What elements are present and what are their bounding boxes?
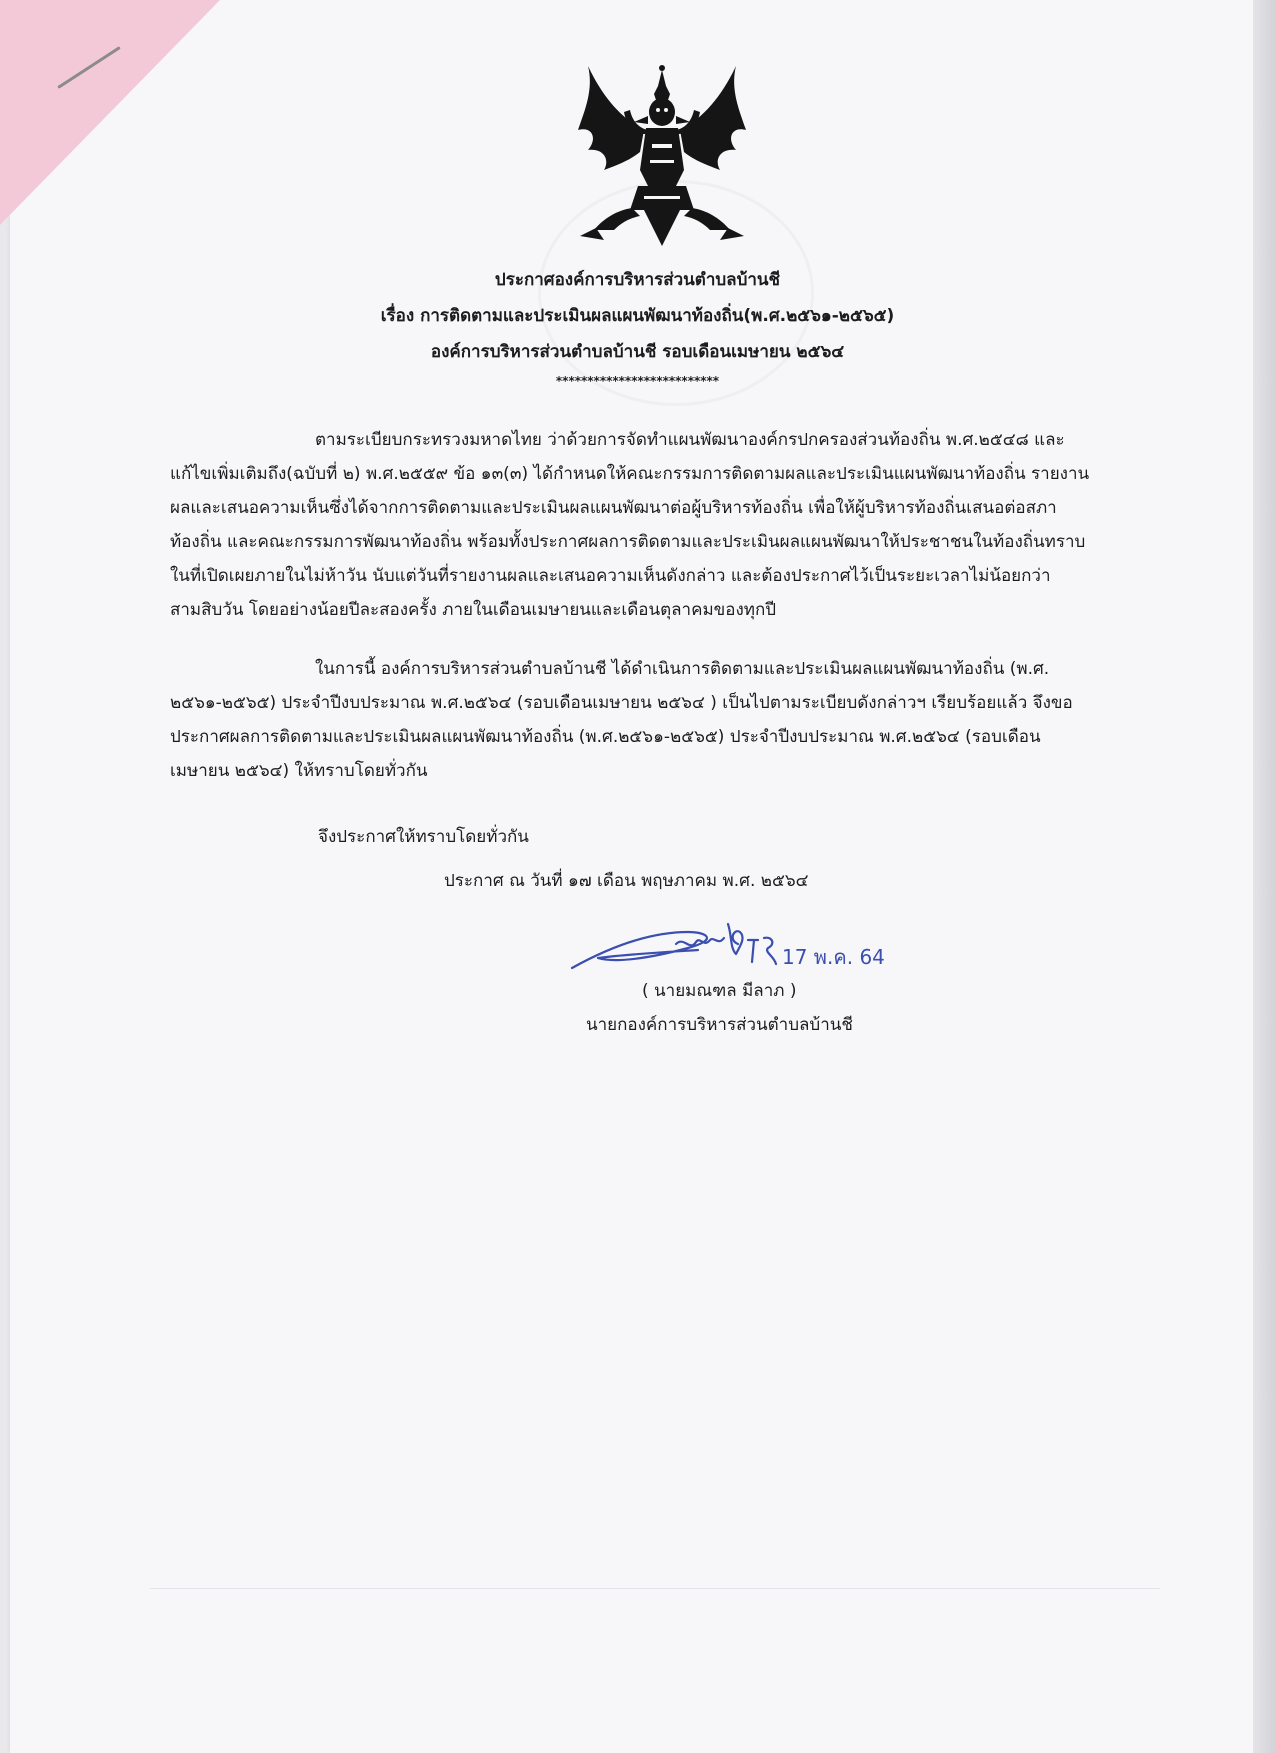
signature-date-note: 17 พ.ค. 64 — [782, 945, 885, 969]
paragraph-2 — [170, 652, 1140, 788]
paragraph-1-line: แก้ไขเพิ่มเติมถึง(ฉบับที่ ๒) พ.ศ.๒๕๕๙ ข้อ ๑๓(๓) ได้กำหนดให้คณะกรรมการติดตามผลและประเมินแผนพัฒนาท้องถิ่น รายงาน — [170, 464, 1090, 484]
paragraph-1-line: ท้องถิ่น และคณะกรรมการพัฒนาท้องถิ่น พร้อมทั้งประกาศผลการติดตามและประเมินผลแผนพัฒนาให้ประชาชนในท้องถิ่นทราบ — [170, 532, 1086, 552]
paragraph-1-line: สามสิบวัน โดยอย่างน้อยปีละสองครั้ง ภายในเดือนเมษายนและเดือนตุลาคมของทุกปี — [170, 600, 777, 620]
paragraph-1-line: ในที่เปิดเผยภายในไม่ห้าวัน นับแต่วันที่รายงานผลและเสนอความเห็นดังกล่าว และต้องประกาศไว้เป็นระยะเวลาไม่น้อยกว่า — [170, 566, 1051, 586]
closing-statement: จึงประกาศให้ทราบโดยทั่วกัน — [318, 827, 529, 847]
title-line-2: เรื่อง การติดตามและประเมินผลแผนพัฒนาท้องถิ่น(พ.ศ.๒๕๖๑-๒๕๖๕) — [380, 306, 895, 326]
faint-rule — [150, 1588, 1160, 1589]
paragraph-1 — [170, 423, 1140, 627]
signer-position: นายกองค์การบริหารส่วนตำบลบ้านชี — [586, 1015, 853, 1035]
pink-corner-tab — [0, 0, 220, 225]
paragraph-2-line: ๒๕๖๑-๒๕๖๕) ประจำปีงบประมาณ พ.ศ.๒๕๖๔ (รอบเดือนเมษายน ๒๕๖๔ ) เป็นไปตามระเบียบดังกล่าวฯ เรียบร้อยแล้ว จึงขอ — [170, 693, 1073, 713]
title-line-3: องค์การบริหารส่วนตำบลบ้านชี รอบเดือนเมษายน ๒๕๖๔ — [430, 342, 845, 362]
paragraph-1-line: ผลและเสนอความเห็นซึ่งได้จากการติดตามและประเมินผลแผนพัฒนาต่อผู้บริหารท้องถิ่น เพื่อให้ผู้บริหารท้องถิ่นเสนอต่อสภา — [170, 498, 1057, 518]
garuda-emblem — [574, 60, 750, 250]
title-divider-stars: ************************** — [555, 374, 720, 388]
paragraph-2-line: ในการนี้ องค์การบริหารส่วนตำบลบ้านชี ได้ดำเนินการติดตามและประเมินผลแผนพัฒนาท้องถิ่น (พ.ศ. — [315, 659, 1050, 679]
paragraph-2-line: ประกาศผลการติดตามและประเมินผลแผนพัฒนาท้องถิ่น (พ.ศ.๒๕๖๑-๒๕๖๕) ประจำปีงบประมาณ พ.ศ.๒๕๖๔ (รอบเดือน — [170, 727, 1041, 747]
announcement-date: ประกาศ ณ วันที่ ๑๗ เดือน พฤษภาคม พ.ศ. ๒๕๖๔ — [444, 871, 809, 891]
title-line-1: ประกาศองค์การบริหารส่วนตำบลบ้านชี — [494, 270, 781, 290]
signer-name: ( นายมณฑล มีลาภ ) — [642, 981, 797, 1001]
title-block — [0, 262, 1275, 392]
paragraph-2-line: เมษายน ๒๕๖๔) ให้ทราบโดยทั่วกัน — [170, 761, 428, 781]
paragraph-1-line: ตามระเบียบกระทรวงมหาดไทย ว่าด้วยการจัดทำแผนพัฒนาองค์กรปกครองส่วนท้องถิ่น พ.ศ.๒๕๔๘ และ — [315, 430, 1065, 450]
